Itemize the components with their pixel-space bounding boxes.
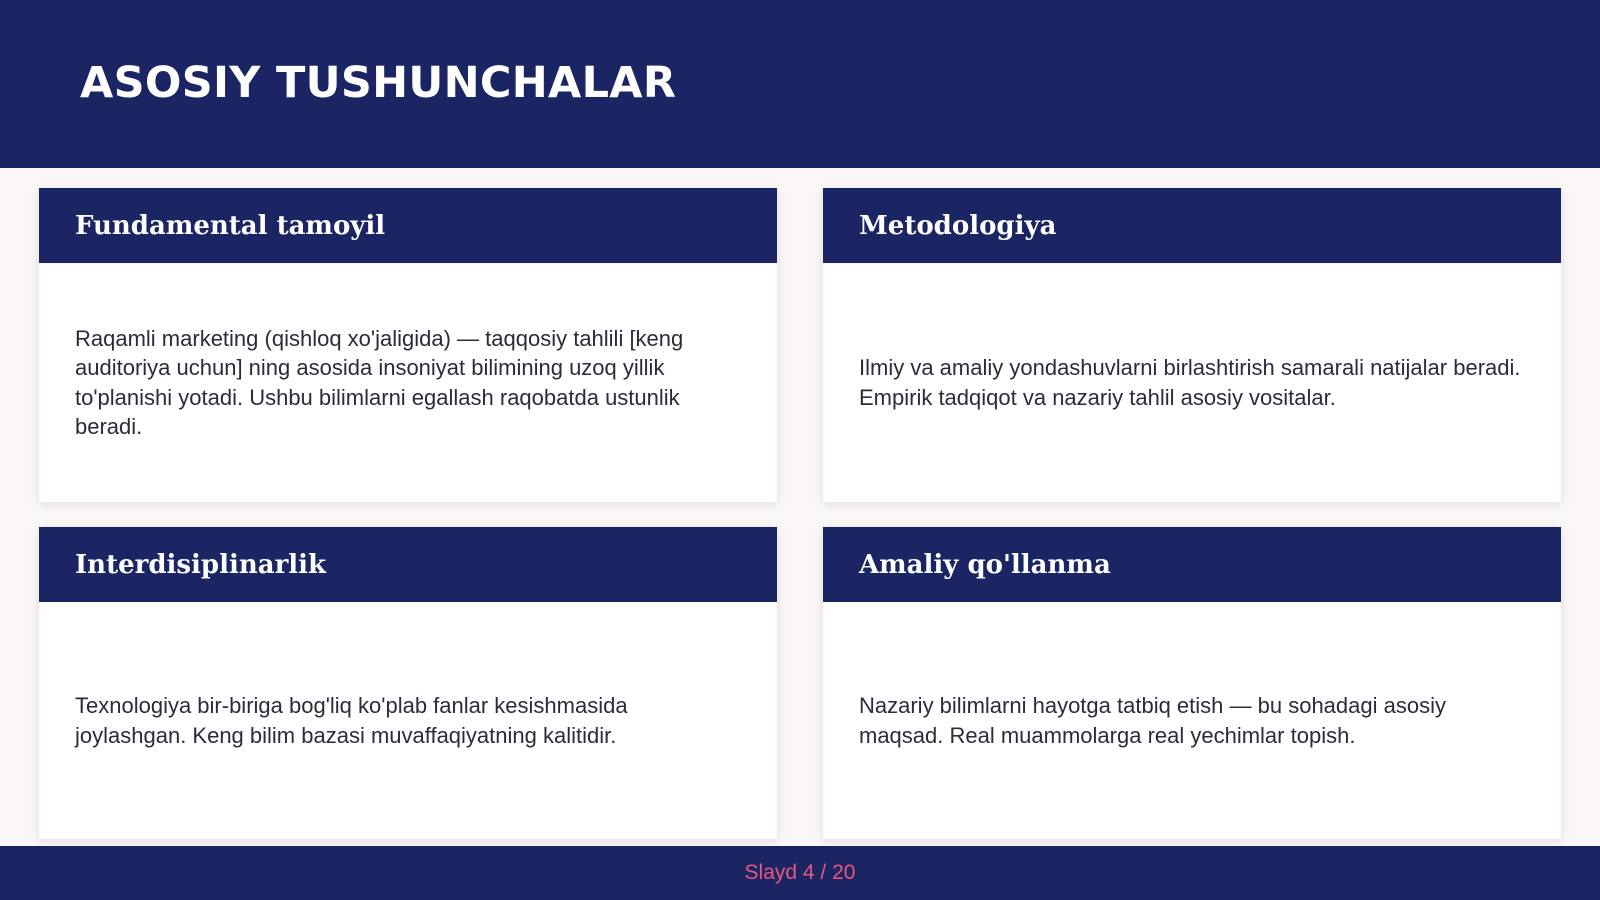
slide-counter: Slayd 4 / 20 xyxy=(744,861,856,884)
card-body xyxy=(823,263,1561,502)
card-title: Interdisiplinarlik xyxy=(75,549,327,580)
card-body xyxy=(39,263,777,502)
card-amaliy-qollanma xyxy=(823,527,1561,839)
footer-bar xyxy=(0,846,1600,900)
card-title: Fundamental tamoyil xyxy=(75,210,386,241)
card-text: Nazariy bilimlarni hayotga tatbiq etish — bu sohadagi asosiy maqsad. Real muammolarga real yechimlar topish. xyxy=(859,693,1446,748)
card-header xyxy=(823,527,1561,602)
card-text: Ilmiy va amaliy yondashuvlarni birlashtirish samarali natijalar beradi. Empirik tadqiqot va nazariy tahlil asosiy vositalar. xyxy=(859,355,1521,410)
card-fundamental-tamoyil xyxy=(39,188,777,502)
card-text: Texnologiya bir-biriga bog'liq ko'plab fanlar kesishmasida joylashgan. Keng bilim bazasi muvaffaqiyatning kalitidir. xyxy=(75,693,628,748)
card-body xyxy=(39,602,777,839)
page-title: ASOSIY TUSHUNCHALAR xyxy=(80,58,677,108)
card-title: Metodologiya xyxy=(859,210,1057,241)
card-interdisiplinarlik xyxy=(39,527,777,839)
card-metodologiya xyxy=(823,188,1561,502)
card-body xyxy=(823,602,1561,839)
header-bar xyxy=(0,0,1600,168)
card-text: Raqamli marketing (qishloq xo'jaligida) — taqqosiy tahlili [keng auditoriya uchun] ning asosida insoniyat bilimining uzoq yillik to'planishi yotadi. Ushbu bilimlarni egallash raqobatda ustunlik beradi. xyxy=(75,325,684,439)
card-header xyxy=(39,188,777,263)
card-title: Amaliy qo'llanma xyxy=(859,549,1111,580)
card-header xyxy=(39,527,777,602)
card-header xyxy=(823,188,1561,263)
